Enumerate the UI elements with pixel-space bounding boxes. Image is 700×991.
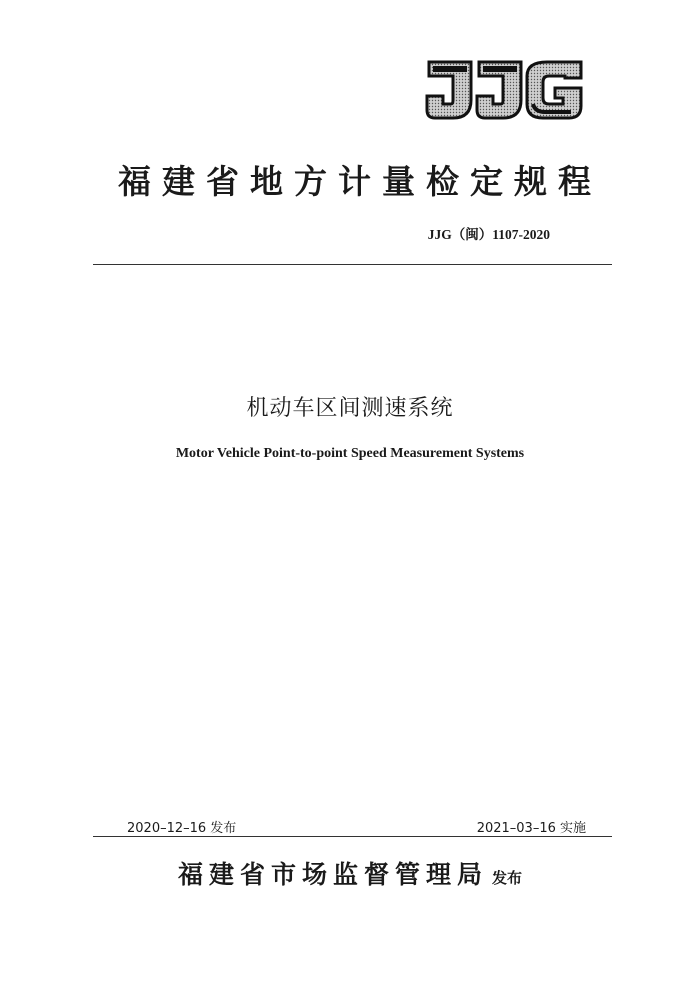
document-number: JJG（闽）1107-2020 <box>427 227 550 242</box>
jjg-logo <box>425 60 585 122</box>
bottom-divider <box>93 836 612 837</box>
publisher-suffix: 发布 <box>492 869 523 887</box>
issue-date: 2020–12–16 发布 <box>127 821 237 836</box>
publisher <box>120 855 580 891</box>
title-english: Motor Vehicle Point-to-point Speed Measurement Systems <box>175 446 525 461</box>
category-title: 福建省地方计量检定规程 <box>118 162 602 201</box>
publisher-name: 福建省市场监督管理局 <box>177 860 488 889</box>
title-chinese: 机动车区间测速系统 <box>246 396 454 421</box>
top-divider <box>93 264 612 265</box>
implementation-date: 2021–03–16 实施 <box>476 821 586 836</box>
